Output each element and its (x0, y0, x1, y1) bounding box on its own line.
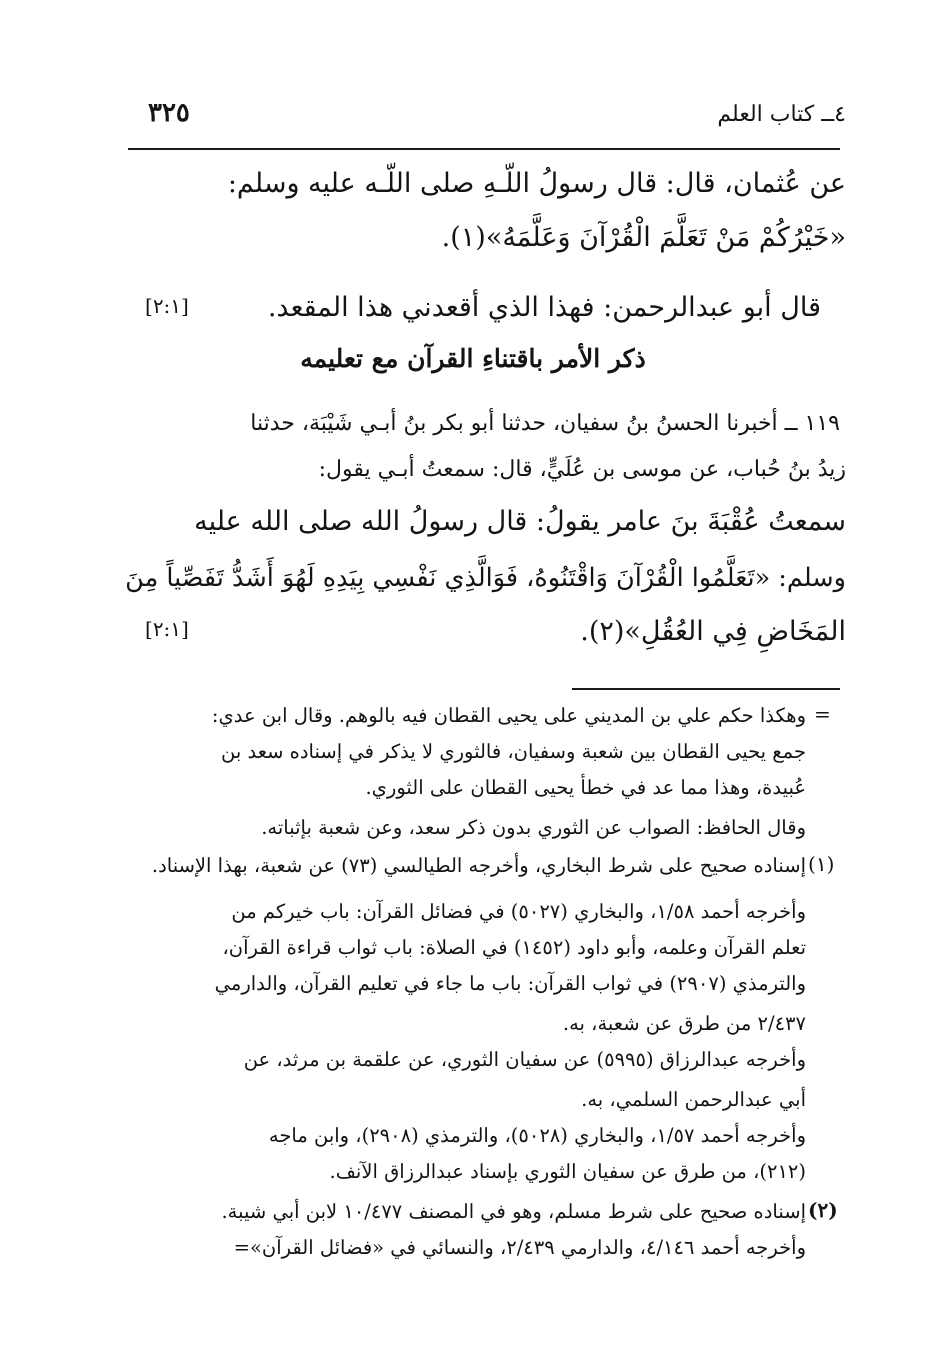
footnote-1-line-2: وأخرجه أحمد ١/٥٨، والبخاري (٥٠٢٧) في فضائل القرآن: باب خيركم من (231, 900, 806, 923)
footnote-2-number: (٢) (808, 1198, 838, 1222)
main-line-1: عن عُثمان، قال: قال رسولُ اللّـهِ صلى اللّـه عليه وسلم: (227, 168, 846, 199)
footnote-1-line-8: وأخرجه أحمد ١/٥٧، والبخاري (٥٠٢٨)، والترمذي (٢٩٠٨)، وابن ماجه (268, 1124, 806, 1147)
reference-mark-1: [٢:١] (145, 294, 189, 318)
footnote-separator (572, 688, 840, 690)
footnote-1-line-1: إسناده صحيح على شرط البخاري، وأخرجه الطيالسي (٧٣) عن شعبة، بهذا الإسناد. (151, 854, 806, 877)
page-number: ٣٢٥ (148, 98, 190, 128)
hadith-line-5: المَخَاضِ فِي العُقُلِ»(٢). (580, 616, 846, 647)
footnote-1-number: (١) (808, 852, 835, 876)
chapter-title: ٤ــ كتاب العلم (717, 102, 846, 127)
continuation-line-1: وهكذا حكم علي بن المديني على يحيى القطان فيه بالوهم. وقال ابن عدي: (211, 704, 806, 727)
section-heading: ذكر الأمر باقتناءِ القرآن مع تعليمه (300, 344, 646, 373)
continuation-marker: = (814, 702, 831, 726)
footnote-1-line-9: (٢١٢)، من طرق عن سفيان الثوري بإسناد عبدالرزاق الآنف. (329, 1160, 806, 1183)
hadith-line-3: سمعتُ عُقْبَةَ بنَ عامر يقولُ: قال رسولُ الله صلى الله عليه (194, 506, 846, 537)
reference-mark-2: [٢:١] (145, 617, 189, 641)
footnote-2-line-2: وأخرجه أحمد ٤/١٤٦، والدارمي ٢/٤٣٩، والنسائي في «فضائل القرآن»= (233, 1236, 806, 1259)
continuation-line-2: جمع يحيى القطان بين شعبة وسفيان، فالثوري لا يذكر في إسناده سعد بن (221, 740, 806, 763)
main-line-3: قال أبو عبدالرحمن: فهذا الذي أقعدني هذا المقعد. (267, 292, 821, 323)
continuation-line-4: وقال الحافظ: الصواب عن الثوري بدون ذكر سعد، وعن شعبة بإثباته. (261, 816, 806, 839)
hadith-line-2: زيدُ بنُ حُباب، عن موسى بن عُلَيٍّ، قال: سمعتُ أبـي يقول: (318, 457, 846, 482)
footnote-1-line-7: أبي عبدالرحمن السلمي، به. (581, 1088, 806, 1111)
footnote-2-line-1: إسناده صحيح على شرط مسلم، وهو في المصنف ١٠/٤٧٧ لابن أبي شيبة. (221, 1200, 806, 1223)
footnote-1-line-5: ٢/٤٣٧ من طرق عن شعبة، به. (562, 1012, 806, 1035)
hadith-line-1: ١١٩ ــ أخبرنا الحسنُ بنُ سفيان، حدثنا أبو بكر بنُ أبـي شَيْبَة، حدثنا (250, 411, 840, 436)
hadith-line-4: وسلم: «تَعَلَّمُوا الْقُرْآنَ وَاقْتَنُوهُ، فَوَالَّذِي نَفْسِي بِيَدِهِ لَهُوَ أَشَدُّ تَفَصِّياً مِنَ (125, 563, 846, 593)
footnote-1-line-6: وأخرجه عبدالرزاق (٥٩٩٥) عن سفيان الثوري، عن علقمة بن مرثد، عن (243, 1048, 806, 1071)
header-rule (128, 148, 840, 150)
footnote-1-line-3: تعلم القرآن وعلمه، وأبو داود (١٤٥٢) في الصلاة: باب ثواب قراءة القرآن، (222, 936, 806, 959)
continuation-line-3: عُبيدة، وهذا مما عد في خطأ يحيى القطان على الثوري. (365, 776, 806, 799)
footnote-1-line-4: والترمذي (٢٩٠٧) في ثواب القرآن: باب ما جاء في تعليم القرآن، والدارمي (214, 972, 806, 995)
main-line-2: «خَيْرُكُمْ مَنْ تَعَلَّمَ الْقُرْآنَ وَعَلَّمَهُ»(١). (441, 222, 846, 253)
